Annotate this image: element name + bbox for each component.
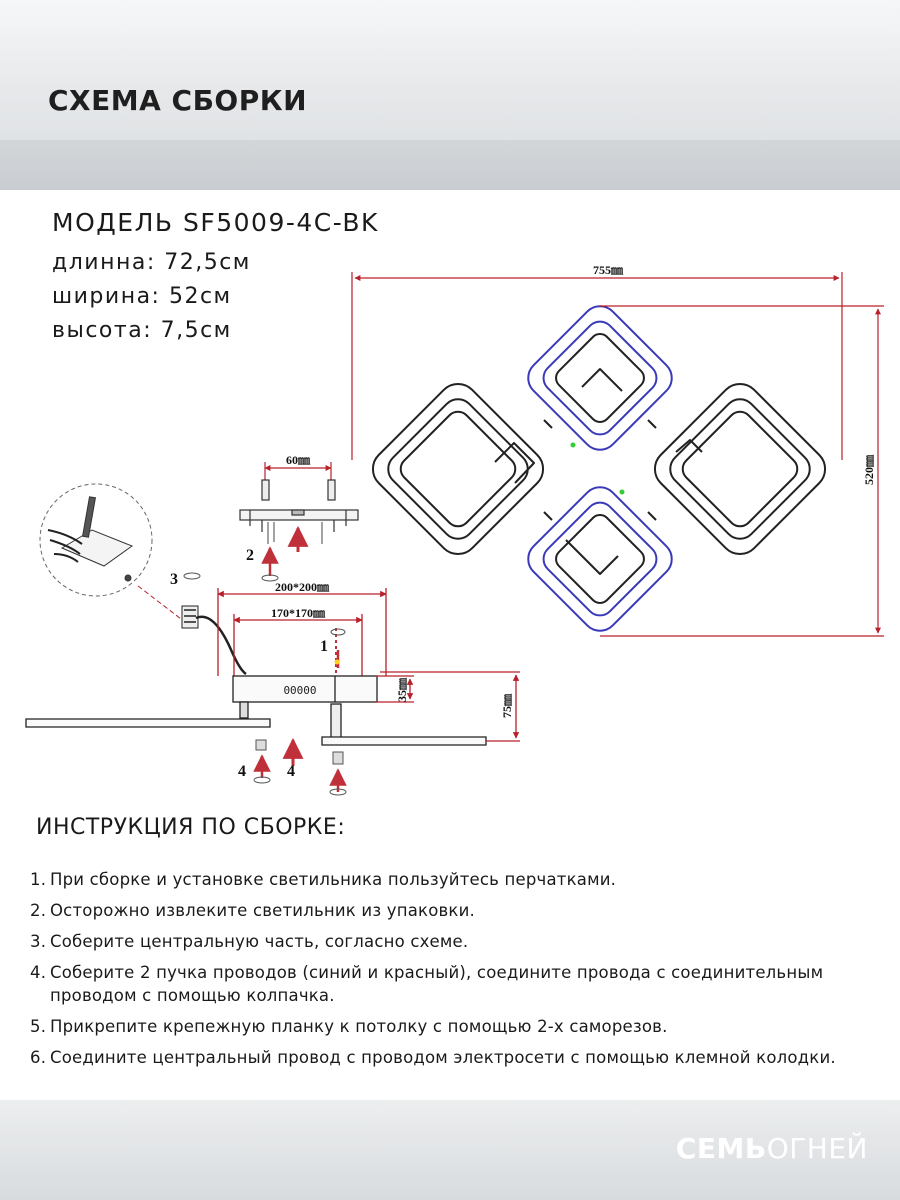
diamond-right (647, 376, 834, 563)
instructions-list (30, 868, 890, 1077)
instruction-item (30, 961, 890, 1007)
spec-width: ширина: 52см (52, 284, 232, 309)
dim-body-height-label: 35㎜ (395, 677, 409, 703)
instruction-item (30, 868, 890, 891)
diamond-left (365, 376, 552, 563)
instruction-number: 3. (30, 932, 47, 951)
driver-label: 00000 (283, 684, 317, 697)
dim-total-height-label: 75㎜ (500, 693, 514, 719)
instruction-number: 1. (30, 870, 47, 889)
fastener-arrows-4 (254, 740, 346, 795)
spec-model: МОДЕЛЬ SF5009-4C-BK (52, 208, 379, 237)
spec-length: длинна: 72,5см (52, 250, 251, 275)
instruction-text: Соедините центральный провод с проводом электросети с помощью клемной колодки. (50, 1048, 836, 1067)
diamond-bottom (521, 480, 679, 638)
instruction-number: 2. (30, 901, 47, 920)
dim-bracket-label: 60㎜ (285, 453, 311, 467)
callout-1: 1 (320, 638, 328, 655)
instruction-item (30, 1046, 890, 1069)
dim-outer-plate-label: 200*200㎜ (274, 580, 330, 594)
brand-logo (676, 1132, 868, 1165)
dim-length-label: 755㎜ (592, 263, 624, 277)
callout-4a: 4 (238, 763, 246, 780)
callout-3: 3 (170, 571, 178, 588)
logo-light-text: ОГНЕЙ (766, 1132, 868, 1165)
assembly-diagram (0, 250, 900, 810)
instruction-text: Прикрепите крепежную планку к потолку с помощью 2-х саморезов. (50, 1017, 668, 1036)
spec-height: высота: 7,5см (52, 318, 232, 343)
diamond-top (521, 299, 679, 457)
callout-2: 2 (246, 547, 254, 564)
instruction-text: Осторожно извлеките светильник из упаковки. (50, 901, 475, 920)
screw-arrow-1 (331, 629, 345, 668)
instruction-text: Соберите центральную часть, согласно схеме. (50, 932, 469, 951)
instruction-item (30, 930, 890, 953)
dim-inner-plate-label: 170*170㎜ (270, 606, 326, 620)
instruction-number: 4. (30, 963, 47, 982)
logo-bold-text: СЕМЬ (675, 1132, 767, 1165)
wiring-detail (40, 484, 185, 622)
instruction-item (30, 899, 890, 922)
instruction-text: Соберите 2 пучка проводов (синий и красный), соедините провода с соединительным проводом с помощью колпачка. (50, 963, 824, 1005)
instructions-title: ИНСТРУКЦИЯ ПО СБОРКЕ: (36, 815, 346, 840)
top-view-fixture (365, 299, 834, 638)
page-title: СХЕМА СБОРКИ (48, 84, 308, 117)
instruction-text: При сборке и установке светильника пользуйтесь перчатками. (50, 870, 617, 889)
overall-dimensions (352, 272, 884, 636)
instruction-number: 5. (30, 1017, 47, 1036)
header-stripe (0, 140, 900, 190)
instruction-number: 6. (30, 1048, 47, 1067)
terminal-block (182, 606, 246, 674)
dim-width-label: 520㎜ (862, 454, 876, 486)
callout-4b: 4 (287, 763, 295, 780)
instruction-item (30, 1015, 890, 1038)
